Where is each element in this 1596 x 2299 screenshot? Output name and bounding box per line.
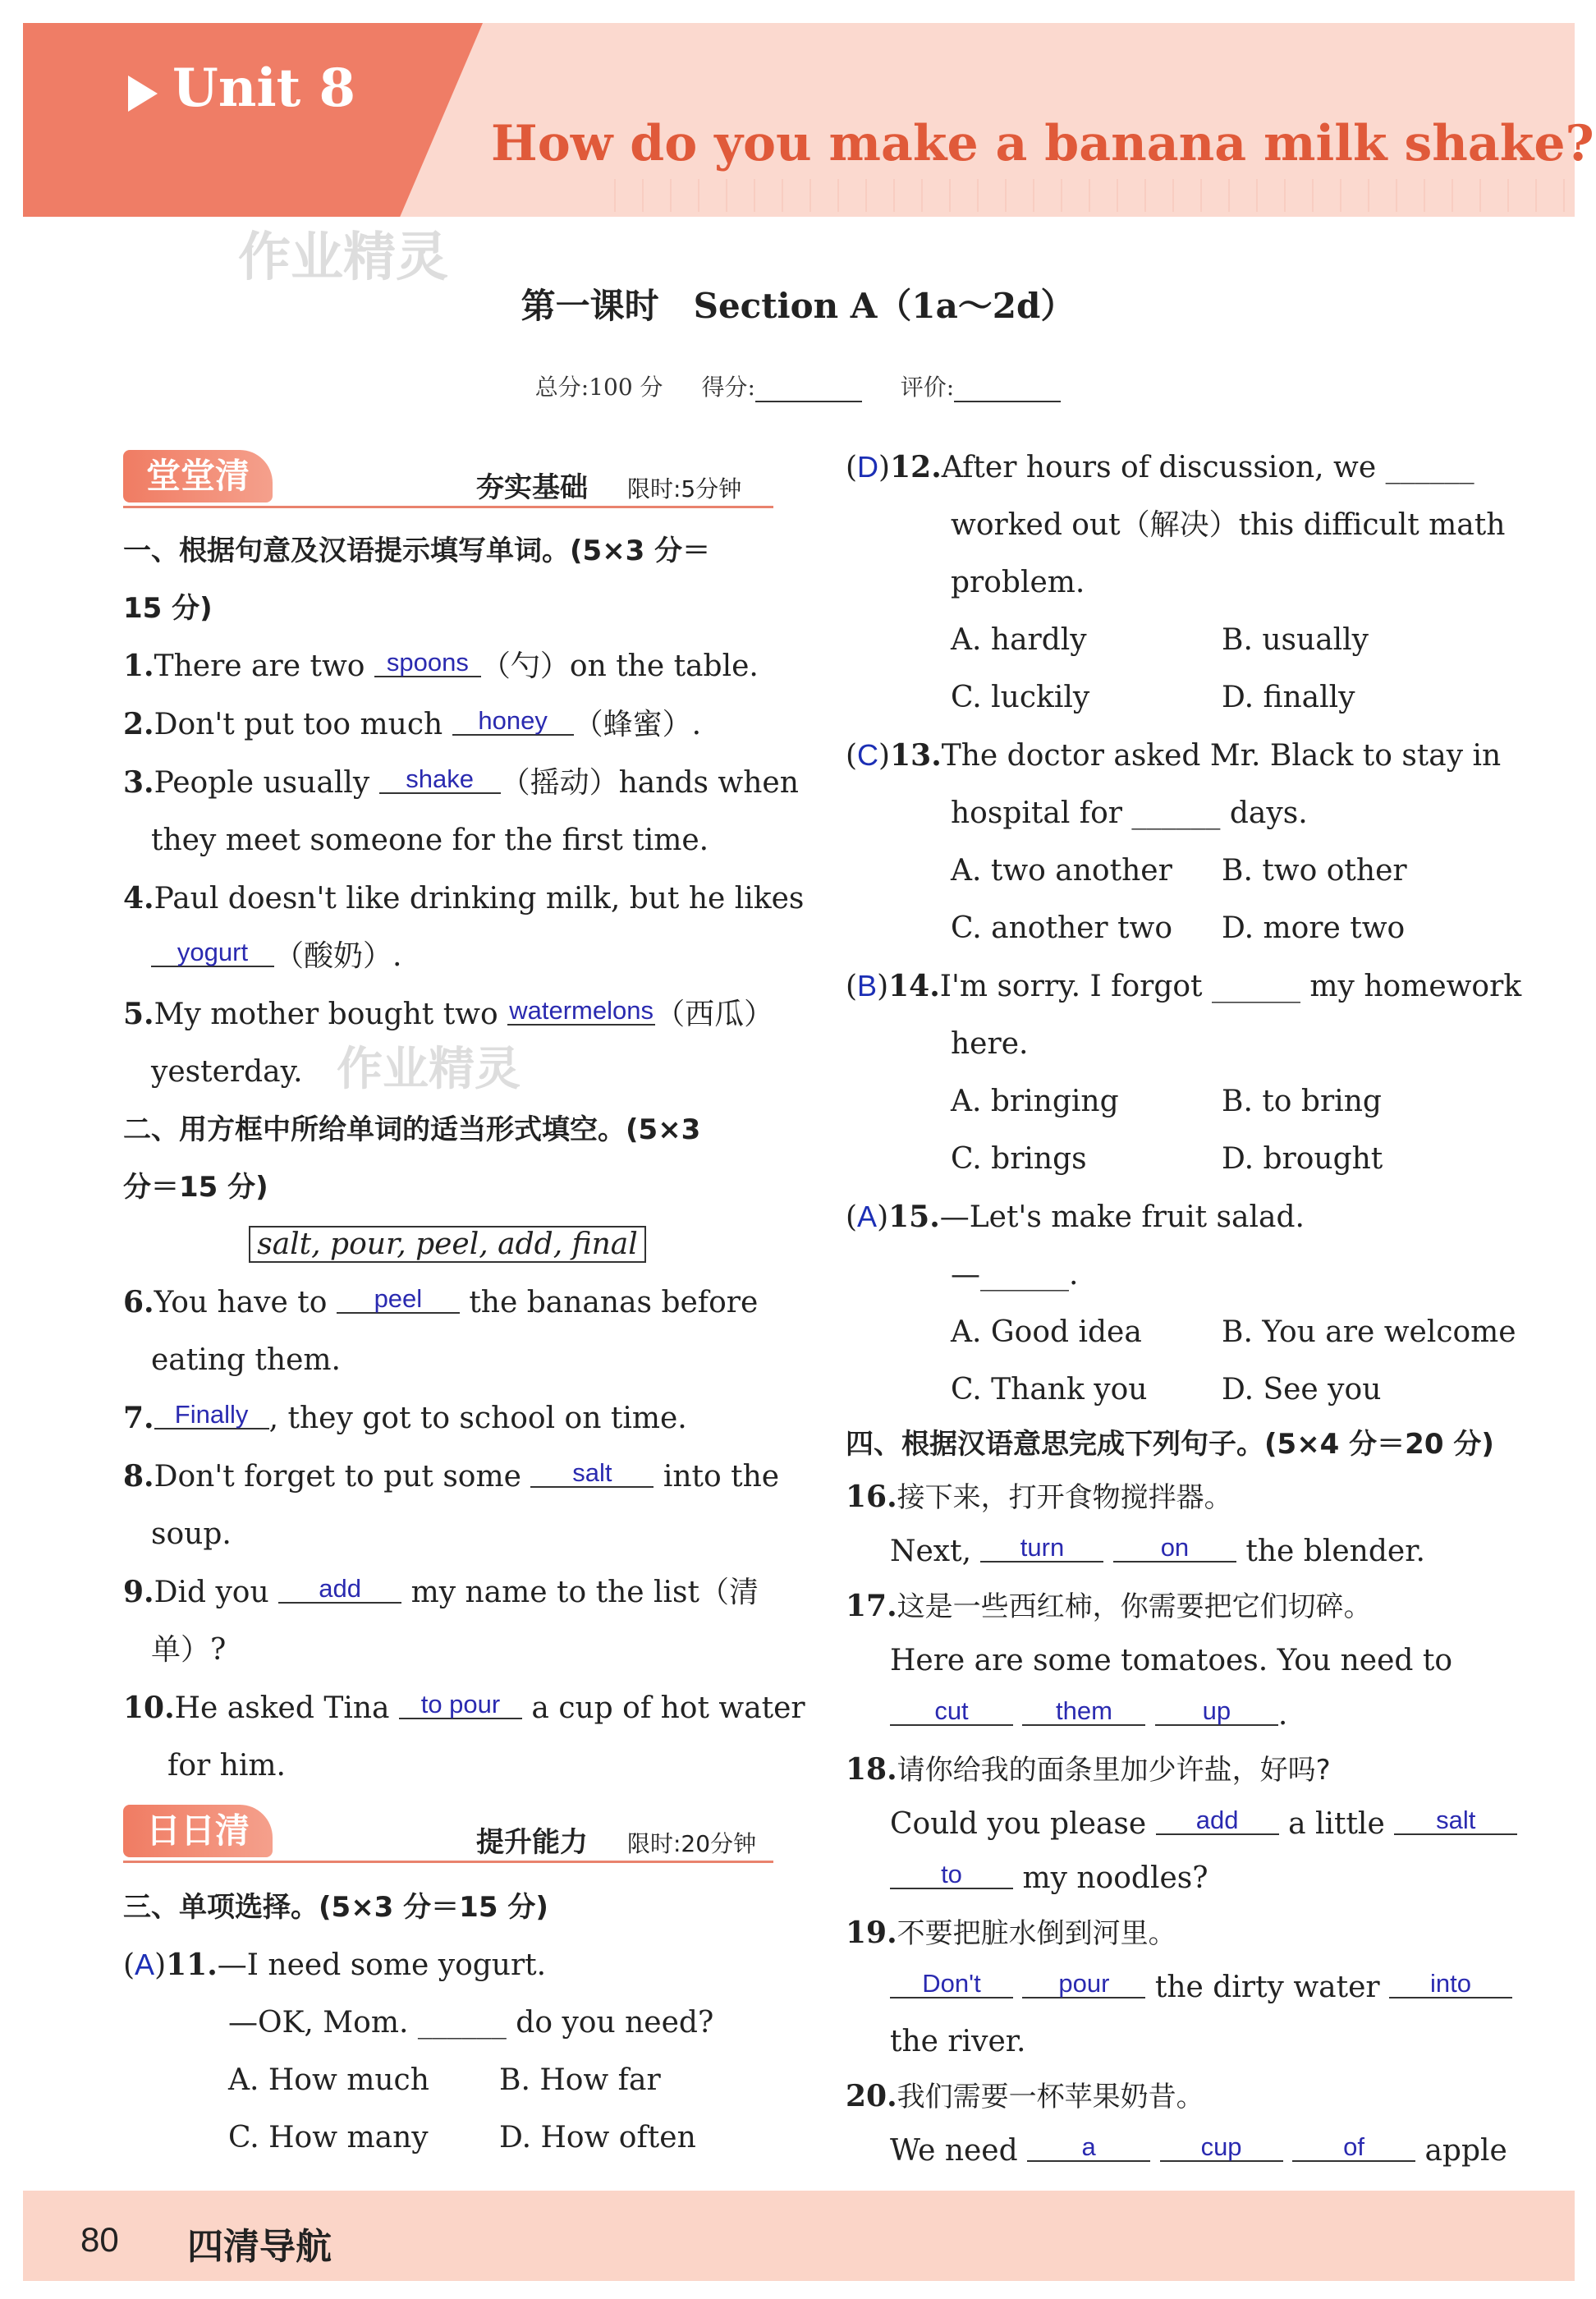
eval-blank[interactable] (954, 378, 1061, 402)
question-7: 7. Finally , they got to school on time. (123, 1400, 687, 1435)
answer-blank[interactable]: peel (337, 1286, 460, 1314)
banner-accent (23, 23, 483, 217)
answer-choice[interactable]: B (857, 969, 878, 1003)
answer-blank[interactable]: into (1389, 1971, 1512, 1998)
lesson-title: 第一课时 Section A（1a～2d） (521, 286, 1075, 326)
question-8: 8.Don't forget to put some salt into the soup. (123, 1458, 780, 1551)
left-column (123, 522, 805, 1795)
answer-choice[interactable]: A (857, 1200, 878, 1233)
answer-choice[interactable]: D (857, 450, 879, 484)
answer-blank[interactable]: add (278, 1576, 401, 1604)
section-tag: 堂堂清 (123, 450, 273, 502)
page-number: 80 (80, 2220, 119, 2259)
question-2: 2.Don't put too much honey （蜂蜜）. (123, 706, 702, 741)
word-box-row (123, 1216, 805, 1273)
right-column (846, 438, 1527, 2232)
unit-label: Unit 8 (172, 57, 356, 119)
banner-pattern (614, 179, 1566, 212)
answer-blank[interactable]: cut (890, 1698, 1013, 1726)
answer-blank[interactable]: salt (1394, 1807, 1517, 1835)
question-14: (B)14.I'm sorry. I forgot ______ my homework here. A. bringing B. to bring C. brings D. brought (846, 969, 1522, 1176)
question-16: 16.接下来，打开食物搅拌器。 Next, turn on the blender. (846, 1480, 1425, 1568)
answer-blank[interactable]: turn (980, 1535, 1103, 1562)
answer-blank[interactable]: salt (530, 1460, 654, 1488)
section-divider (123, 1861, 773, 1863)
answer-blank[interactable]: shake (379, 766, 501, 794)
answer-blank[interactable]: spoons (374, 649, 481, 677)
unit-title: How do you make a banana milk shake? (491, 115, 1594, 172)
question-5: 5.My mother bought two watermelons（西瓜） yesterday. (123, 996, 774, 1089)
question-17: 17.这是一些西红柿，你需要把它们切碎。 Here are some tomatoes. You need to cut them up . (846, 1589, 1453, 1732)
word-box: salt, pour, peel, add, final (249, 1226, 646, 1263)
answer-blank[interactable]: of (1292, 2134, 1415, 2162)
score-label: 得分: (701, 374, 755, 401)
part4-heading: 四、根据汉语意思完成下列句子。(5×4 分＝20 分) (846, 1428, 1494, 1461)
answer-blank[interactable]: Finally (154, 1402, 269, 1429)
answer-blank[interactable]: honey (452, 708, 574, 736)
section-divider (123, 506, 773, 508)
answer-choice[interactable]: C (857, 738, 879, 772)
answer-blank[interactable]: a (1027, 2134, 1150, 2162)
section-name: 提升能力 (476, 1826, 588, 1859)
brand-logo: 四清导航 (187, 2226, 332, 2268)
question-20: 20.我们需要一杯苹果奶昔。 We need a cup of apple (846, 2069, 1527, 2232)
answer-blank[interactable]: them (1022, 1698, 1145, 1726)
question-18: 18.请你给我的面条里加少许盐，好吗? Could you please add a little salt to my noodles? (846, 1742, 1527, 1906)
question-11: (A)11.—I need some yogurt. —OK, Mom. ______ do you need? A. How much B. How far C. How many D. How often (123, 1948, 714, 2154)
question-3: 3.People usually shake （摇动）hands when they meet someone for the first time. (123, 764, 799, 857)
part3-heading: 三、单项选择。(5×3 分＝15 分) (123, 1891, 548, 1924)
answer-blank[interactable]: add (1156, 1807, 1279, 1835)
answer-choice[interactable]: A (135, 1948, 155, 1981)
answer-blank[interactable]: yogurt (151, 939, 274, 967)
answer-blank[interactable]: up (1155, 1698, 1278, 1726)
part3-left (123, 1879, 805, 2167)
section-time: 限时:5分钟 (627, 475, 742, 502)
question-1: 1.There are two spoons （勺）on the table. (123, 648, 759, 683)
total-score: 总分:100 分 (534, 374, 663, 401)
score-blank[interactable] (755, 378, 862, 402)
question-9: 9.Did you add my name to the list（清 单）? (123, 1574, 759, 1667)
answer-blank[interactable]: to pour (399, 1691, 522, 1719)
question-6: 6.You have to peel the bananas before eating them. (123, 1284, 759, 1377)
question-15: (A)15.—Let's make fruit salad. —______. A. Good idea B. You are welcome C. Thank you D. See you (846, 1200, 1516, 1406)
play-arrow-icon (128, 76, 158, 112)
answer-blank[interactable]: to (890, 1861, 1013, 1889)
answer-blank[interactable]: cup (1160, 2134, 1283, 2162)
question-10: 10.He asked Tina to pour a cup of hot water for him. (123, 1690, 805, 1783)
section-time: 限时:20分钟 (627, 1830, 757, 1857)
section-tag: 日日清 (123, 1805, 273, 1857)
answer-blank[interactable]: on (1113, 1535, 1236, 1562)
question-4: 4.Paul doesn't like drinking milk, but he likes yogurt （酸奶）. (123, 881, 805, 973)
answer-blank[interactable]: pour (1022, 1971, 1145, 1998)
section-name: 夯实基础 (476, 471, 588, 504)
part1-heading: 一、根据句意及汉语提示填写单词。(5×3 分＝ 15 分) (123, 535, 711, 625)
part2-heading: 二、用方框中所给单词的适当形式填空。(5×3 分＝15 分) (123, 1113, 701, 1204)
question-12: (D)12.After hours of discussion, we ______ worked out（解决）this difficult math problem. A. hardly B. usually C. luckily D. finally (846, 450, 1506, 714)
eval-label: 评价: (900, 374, 955, 401)
watermark: 作业精灵 (337, 1043, 521, 1096)
score-line (0, 369, 1596, 402)
question-19: 19.不要把脏水倒到河里。 Don't pour the dirty water into the river. (846, 1906, 1527, 2069)
answer-blank[interactable]: Don't (890, 1971, 1013, 1998)
watermark: 作业精灵 (238, 227, 448, 288)
question-13: (C)13.The doctor asked Mr. Black to stay in hospital for ______ days. A. two another B. two other C. another two D. more two (846, 738, 1502, 945)
answer-blank[interactable]: watermelons (507, 998, 655, 1026)
